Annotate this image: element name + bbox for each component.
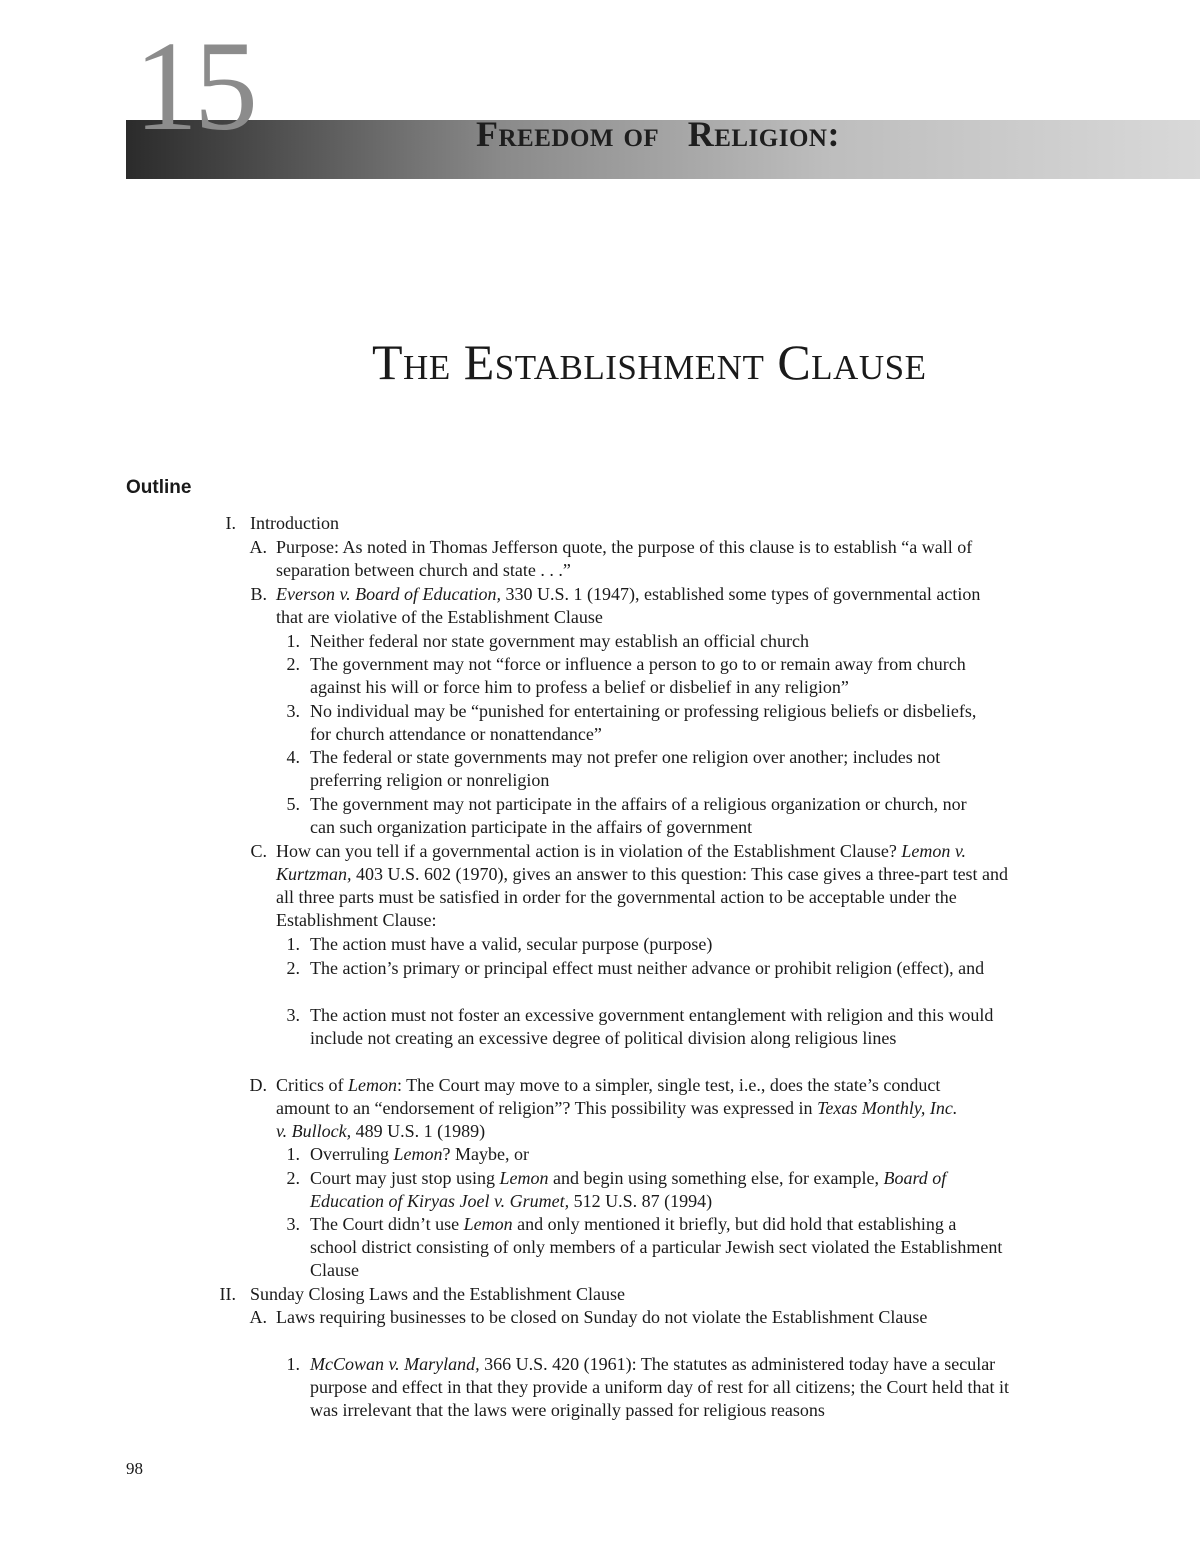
outline-item: How can you tell if a governmental action is in violation of the Establishment Clause? Lemon v. xyxy=(276,841,967,861)
outline-label: A. xyxy=(249,537,267,557)
case-name: McCowan v. Maryland, xyxy=(310,1354,480,1374)
case-name: Texas Monthly, Inc. xyxy=(817,1098,958,1118)
outline-label: C. xyxy=(250,841,267,861)
outline-item-cont: for church attendance or nonattendance” xyxy=(310,724,602,744)
chapter-subtitle: The Establishment Clause xyxy=(372,334,927,390)
outline-item-cont: Kurtzman, 403 U.S. 602 (1970), gives an answer to this question: This case gives a three-part test and xyxy=(276,864,1009,884)
outline-item: Everson v. Board of Education, 330 U.S. 1 (1947), established some types of governmental action xyxy=(276,584,981,604)
chapter-title: Freedom of Religion: xyxy=(476,114,840,154)
outline-item: The federal or state governments may not prefer one religion over another; includes not xyxy=(310,747,941,767)
case-name: v. Bullock, xyxy=(276,1121,352,1141)
outline-item-cont: Establishment Clause: xyxy=(276,910,437,930)
outline-item-cont: preferring religion or nonreligion xyxy=(310,770,550,790)
outline-item-cont: amount to an “endorsement of religion”? This possibility was expressed in Texas Monthly, Inc. xyxy=(276,1098,958,1118)
outline-label: 5. xyxy=(286,794,300,814)
outline-item: Laws requiring businesses to be closed on Sunday do not violate the Establishment Clause xyxy=(276,1307,928,1327)
outline-label: 2. xyxy=(286,1168,300,1188)
outline-item-cont: include not creating an excessive degree of political division along religious lines xyxy=(310,1028,897,1048)
outline-label: 3. xyxy=(286,1005,300,1025)
outline-label: 2. xyxy=(286,958,300,978)
page-number: 98 xyxy=(126,1459,143,1478)
outline-item-cont: Clause xyxy=(310,1260,359,1280)
outline-item: The Court didn’t use Lemon and only mentioned it briefly, but did hold that establishing a xyxy=(310,1214,957,1234)
outline-label: 3. xyxy=(286,1214,300,1234)
outline-item-cont: can such organization participate in the affairs of government xyxy=(310,817,753,837)
outline-label: 1. xyxy=(286,934,300,954)
outline-item-cont: Education of Kiryas Joel v. Grumet, 512 U.S. 87 (1994) xyxy=(310,1191,713,1211)
case-name: Lemon xyxy=(499,1168,549,1188)
outline-item: Neither federal nor state government may establish an official church xyxy=(310,631,809,651)
outline-item-cont: school district consisting of only members of a particular Jewish sect violated the Establishment xyxy=(310,1237,1003,1257)
outline-label: 1. xyxy=(286,1144,300,1164)
chapter-number: 15 xyxy=(134,15,254,157)
outline-heading: Outline xyxy=(126,477,192,498)
outline-label: 4. xyxy=(286,747,300,767)
case-name: Lemon xyxy=(393,1144,443,1164)
outline-item-cont: v. Bullock, 489 U.S. 1 (1989) xyxy=(276,1121,486,1141)
outline-item: Introduction xyxy=(250,513,339,533)
case-name: Kurtzman, xyxy=(276,864,352,884)
outline-label: 3. xyxy=(286,701,300,721)
outline-item: The government may not “force or influence a person to go to or remain away from church xyxy=(310,654,966,674)
outline-item: Sunday Closing Laws and the Establishment Clause xyxy=(250,1284,625,1304)
outline-item-cont: purpose and effect in that they provide a uniform day of rest for all citizens; the Court held that it xyxy=(310,1377,1009,1397)
outline-label: 2. xyxy=(286,654,300,674)
outline-item-cont: against his will or force him to profess a belief or disbelief in any religion” xyxy=(310,677,849,697)
outline-item: Purpose: As noted in Thomas Jefferson quote, the purpose of this clause is to establish “a wall of xyxy=(276,537,973,557)
case-name: Lemon xyxy=(463,1214,513,1234)
outline-item-cont: all three parts must be satisfied in order for the governmental action to be acceptable under the xyxy=(276,887,957,907)
case-name: Board of xyxy=(883,1168,947,1188)
outline-item: The action’s primary or principal effect must neither advance or prohibit religion (effect), and xyxy=(310,958,985,978)
outline-label: 1. xyxy=(286,631,300,651)
outline-item: Critics of Lemon: The Court may move to a simpler, single test, i.e., does the state’s conduct xyxy=(276,1075,941,1095)
outline-label: 1. xyxy=(286,1354,300,1374)
outline-item-cont: that are violative of the Establishment Clause xyxy=(276,607,603,627)
outline-label: B. xyxy=(250,584,267,604)
outline-item: McCowan v. Maryland, 366 U.S. 420 (1961): The statutes as administered today have a secular xyxy=(310,1354,996,1374)
outline-item: Court may just stop using Lemon and begin using something else, for example, Board of xyxy=(310,1168,947,1188)
outline-item-cont: separation between church and state . . .” xyxy=(276,560,571,580)
outline-item: The action must have a valid, secular purpose (purpose) xyxy=(310,934,713,954)
outline-label: I. xyxy=(225,513,236,533)
case-name: Everson v. Board of Education, xyxy=(276,584,501,604)
outline-item: No individual may be “punished for entertaining or professing religious beliefs or disbeliefs, xyxy=(310,701,977,721)
case-name: Lemon xyxy=(348,1075,397,1095)
outline-label: D. xyxy=(249,1075,267,1095)
outline-item-cont: was irrelevant that the laws were originally passed for religious reasons xyxy=(310,1400,825,1420)
case-name: Lemon v. xyxy=(901,841,967,861)
outline-item: Overruling Lemon? Maybe, or xyxy=(310,1144,529,1164)
case-name: Education of Kiryas Joel v. Grumet, xyxy=(310,1191,570,1211)
outline-item: The government may not participate in the affairs of a religious organization or church, nor xyxy=(310,794,967,814)
outline-label: A. xyxy=(249,1307,267,1327)
outline-label: II. xyxy=(219,1284,236,1304)
outline-item: The action must not foster an excessive government entanglement with religion and this would xyxy=(310,1005,994,1025)
